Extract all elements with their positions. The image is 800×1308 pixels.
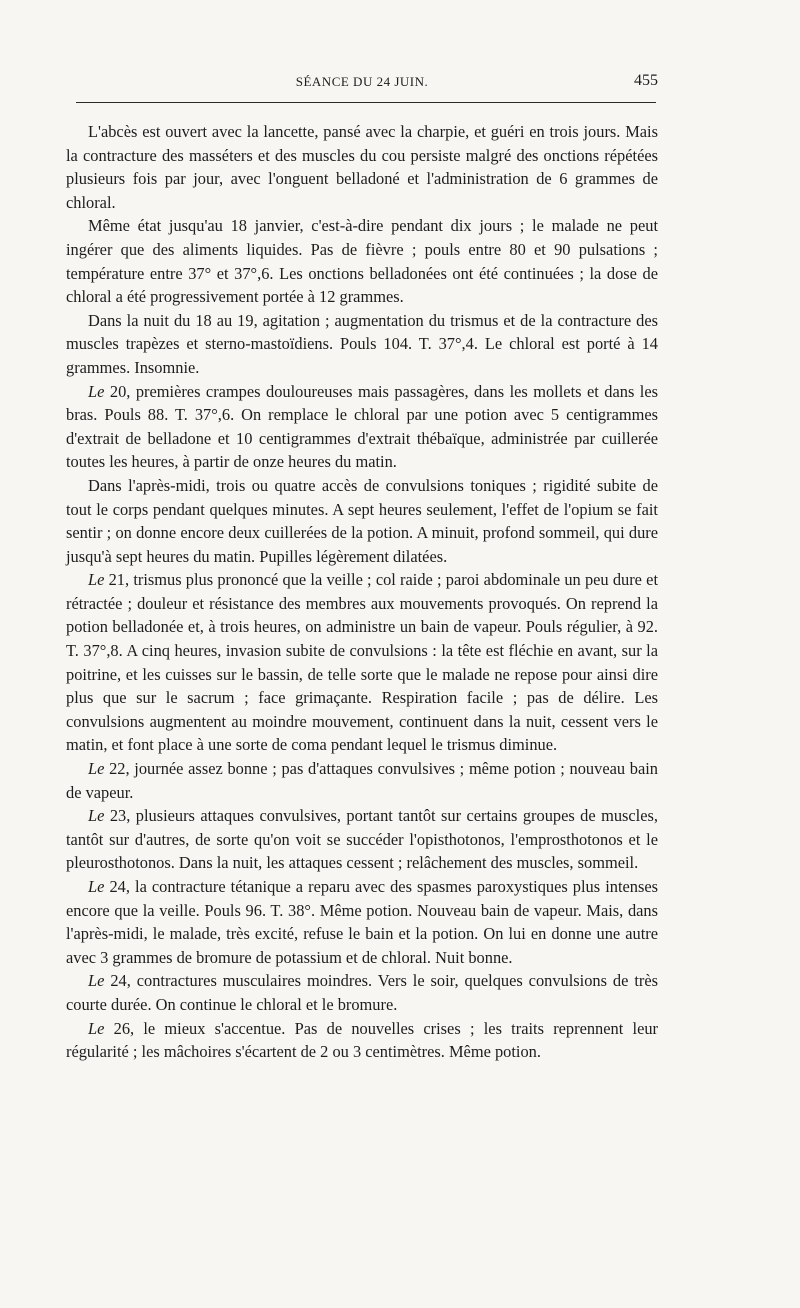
- paragraph-text: Même état jusqu'au 18 janvier, c'est-à-dire pendant dix jours ; le malade ne peut ingérer que des aliments liquides. Pas de fièvre ; pouls entre 80 et 90 pulsations ; température entre 37° et 37°,6. Les onctions belladonées ont été continuées ; la dose de chloral a été progressivement portée à 12 grammes.: [66, 216, 658, 307]
- paragraph: [66, 380, 658, 474]
- paragraph: [66, 120, 658, 214]
- paragraph: [66, 568, 658, 757]
- paragraph: [66, 804, 658, 875]
- header-rule: [76, 102, 656, 103]
- paragraph: [66, 474, 658, 568]
- paragraph: [66, 875, 658, 969]
- paragraph-text: 24, la contracture tétanique a reparu avec des spasmes paroxystiques plus intenses encore que la veille. Pouls 96. T. 38°. Même potion. Nouveau bain de vapeur. Mais, dans l'après-midi, le malade, très excité, refuse le bain et la potion. On lui en donne une autre avec 3 grammes de bromure de potassium et de chloral. Nuit bonne.: [66, 877, 658, 967]
- paragraph: [66, 969, 658, 1016]
- page-number: 455: [634, 72, 658, 89]
- paragraph: [66, 757, 658, 804]
- paragraph-lead: Le: [88, 1018, 105, 1038]
- paragraph-text: Dans la nuit du 18 au 19, agitation ; augmentation du trismus et de la contracture des muscles trapèzes et sterno-mastoïdiens. Pouls 104. T. 37°,4. Le chloral est porté à 14 grammes. Insomnie.: [66, 310, 658, 377]
- paragraph-lead: Le: [88, 971, 105, 991]
- paragraph-text: 21, trismus plus prononcé que la veille ; col raide ; paroi abdominale un peu dure et rétractée ; douleur et résistance des membres aux mouvements provoqués. On reprend la potion belladonée et, à trois heures, on administre un bain de vapeur. Pouls régulier, à 92. T. 37°,8. A cinq heures, invasion subite de convulsions : la tête est fléchie en avant, sur la poitrine, et les cuisses sur le bassin, de telle sorte que le malade ne repose pour ainsi dire plus que sur le sacrum ; face grimaçante. Respiration facile ; pas de délire. Les convulsions augmentent au moindre mouvement, continuent dans la nuit, cessent vers le matin, et font place à une sorte de coma pendant lequel le trismus diminue.: [66, 570, 658, 755]
- paragraph-text: 26, le mieux s'accentue. Pas de nouvelles crises ; les traits reprennent leur régularité ; les mâchoires s'écartent de 2 ou 3 centimètres. Même potion.: [66, 1018, 658, 1062]
- paragraph-text: 22, journée assez bonne ; pas d'attaques convulsives ; même potion ; nouveau bain de vapeur.: [66, 759, 658, 802]
- paragraph-lead: Le: [88, 570, 105, 590]
- paragraph-lead: Le: [88, 759, 105, 779]
- paragraph-text: 24, contractures musculaires moindres. Vers le soir, quelques convulsions de très courte durée. On continue le chloral et le bromure.: [66, 971, 658, 1014]
- paragraph-text: 20, premières crampes douloureuses mais passagères, dans les mollets et dans les bras. Pouls 88. T. 37°,6. On remplace le chloral par une potion avec 5 centigrammes d'extrait de belladone et 10 centigrammes d'extrait thébaïque, administrée par cuillerée toutes les heures, à partir de onze heures du matin.: [66, 381, 658, 472]
- paragraph-text: Dans l'après-midi, trois ou quatre accès de convulsions toniques ; rigidité subite de tout le corps pendant quelques minutes. A sept heures seulement, l'effet de l'opium se fait sentir ; on donne encore deux cuillerées de la potion. A minuit, profond sommeil, qui dure jusqu'à sept heures du matin. Pupilles légèrement dilatées.: [66, 475, 658, 566]
- paragraph-lead: Le: [88, 806, 105, 826]
- paragraph-text: L'abcès est ouvert avec la lancette, pansé avec la charpie, et guéri en trois jours. Mais la contracture des masséters et des muscles du cou persiste malgré des onctions répétées plusieurs fois par jour, avec l'onguent belladoné et l'administration de 6 grammes de chloral.: [66, 122, 658, 212]
- paragraph-text: 23, plusieurs attaques convulsives, portant tantôt sur certains groupes de muscles, tantôt sur d'autres, de sorte qu'on voit se succéder l'opisthotonos, l'emprosthotonos et le pleurosthotonos. Dans la nuit, les attaques cessent ; relâchement des muscles, sommeil.: [66, 806, 658, 873]
- paragraph-lead: Le: [88, 381, 105, 401]
- running-title: SÉANCE DU 24 JUIN.: [295, 74, 429, 89]
- paragraph: [66, 309, 658, 380]
- page-header: [66, 74, 658, 96]
- paragraph-lead: Le: [88, 877, 105, 896]
- body-text: [66, 120, 658, 1064]
- paragraph: [66, 214, 658, 308]
- paragraph: [66, 1017, 658, 1064]
